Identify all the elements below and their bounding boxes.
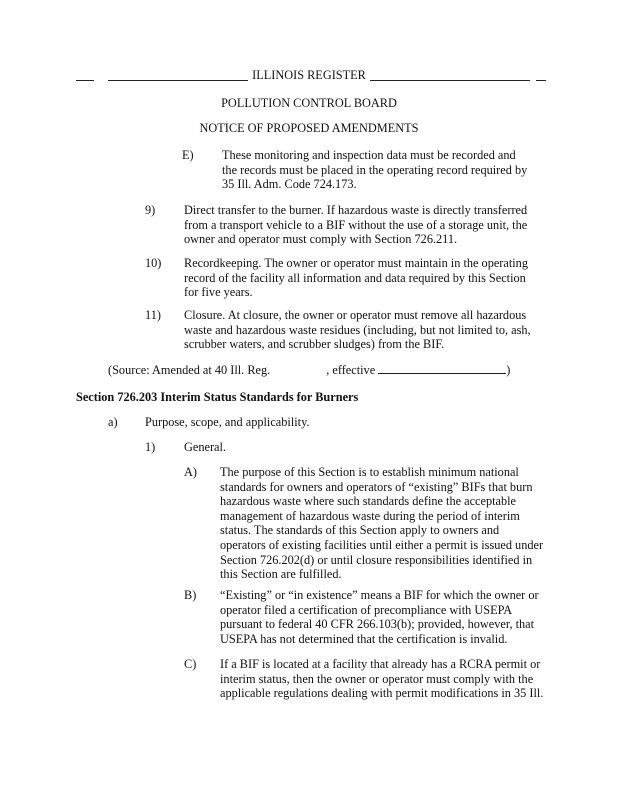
item-C-label: C) bbox=[184, 657, 197, 671]
item-1-text: General. bbox=[184, 440, 226, 454]
source-line bbox=[108, 362, 510, 378]
item-9-label: 9) bbox=[145, 203, 156, 217]
item-B-text: “Existing” or “in existence” means a BIF for which the owner or operator filed a certification of precompliance with USEPA pursuant to federal 40 CFR 266.103(b); provided, however, that USEPA has not determined that the certification is invalid. bbox=[220, 588, 539, 646]
item-A-label: A) bbox=[184, 465, 197, 479]
item-A-text: The purpose of this Section is to establish minimum national standards for owners and operators of “existing” BIFs that burn hazardous waste where such standards define the acceptable management of hazardous waste during the period of interim status. The standards of this Section apply to owners and operators of existing facilities until either a permit is issued under Section 726.202(d) or until closure responsibilities identified in this Section are fulfilled. bbox=[220, 465, 544, 582]
source-effective: , effective bbox=[326, 363, 376, 377]
item-e-text: These monitoring and inspection data must be recorded and the records must be placed in the operating record required by 35 Ill. Adm. Code 724.173. bbox=[222, 148, 528, 192]
notice-title: NOTICE OF PROPOSED AMENDMENTS bbox=[199, 121, 419, 135]
item-e-label: E) bbox=[182, 148, 194, 162]
item-10-text: Recordkeeping. The owner or operator must maintain in the operating record of the facility all information and data required by this Section for five years. bbox=[184, 256, 528, 300]
item-B-label: B) bbox=[184, 588, 197, 602]
item-9-text: Direct transfer to the burner. If hazardous waste is directly transferred from a transport vehicle to a BIF without the use of a storage unit, the owner and operator must comply with Section 726.211. bbox=[184, 203, 528, 247]
item-C-text: If a BIF is located at a facility that already has a RCRA permit or interim status, then the owner or operator must comply with the applicable regulations dealing with permit modifications in 35 Ill. bbox=[220, 657, 544, 701]
board-title: POLLUTION CONTROL BOARD bbox=[221, 96, 397, 110]
source-suffix: ) bbox=[506, 363, 511, 377]
item-10-label: 10) bbox=[145, 256, 162, 270]
item-1-label: 1) bbox=[145, 440, 156, 454]
effective-date-blank bbox=[378, 362, 506, 374]
register-title: ILLINOIS REGISTER bbox=[252, 68, 366, 82]
source-prefix: (Source: Amended at 40 Ill. Reg. bbox=[108, 363, 271, 377]
item-11-label: 11) bbox=[145, 308, 161, 322]
item-11-text: Closure. At closure, the owner or operator must remove all hazardous waste and hazardous waste residues (including, but not limited to, ash, scrubber waters, and scrubber sludges) from the BIF. bbox=[184, 308, 531, 352]
item-a-label: a) bbox=[108, 415, 118, 429]
item-a-text: Purpose, scope, and applicability. bbox=[145, 415, 310, 429]
section-heading: Section 726.203 Interim Status Standards for Burners bbox=[76, 390, 359, 404]
